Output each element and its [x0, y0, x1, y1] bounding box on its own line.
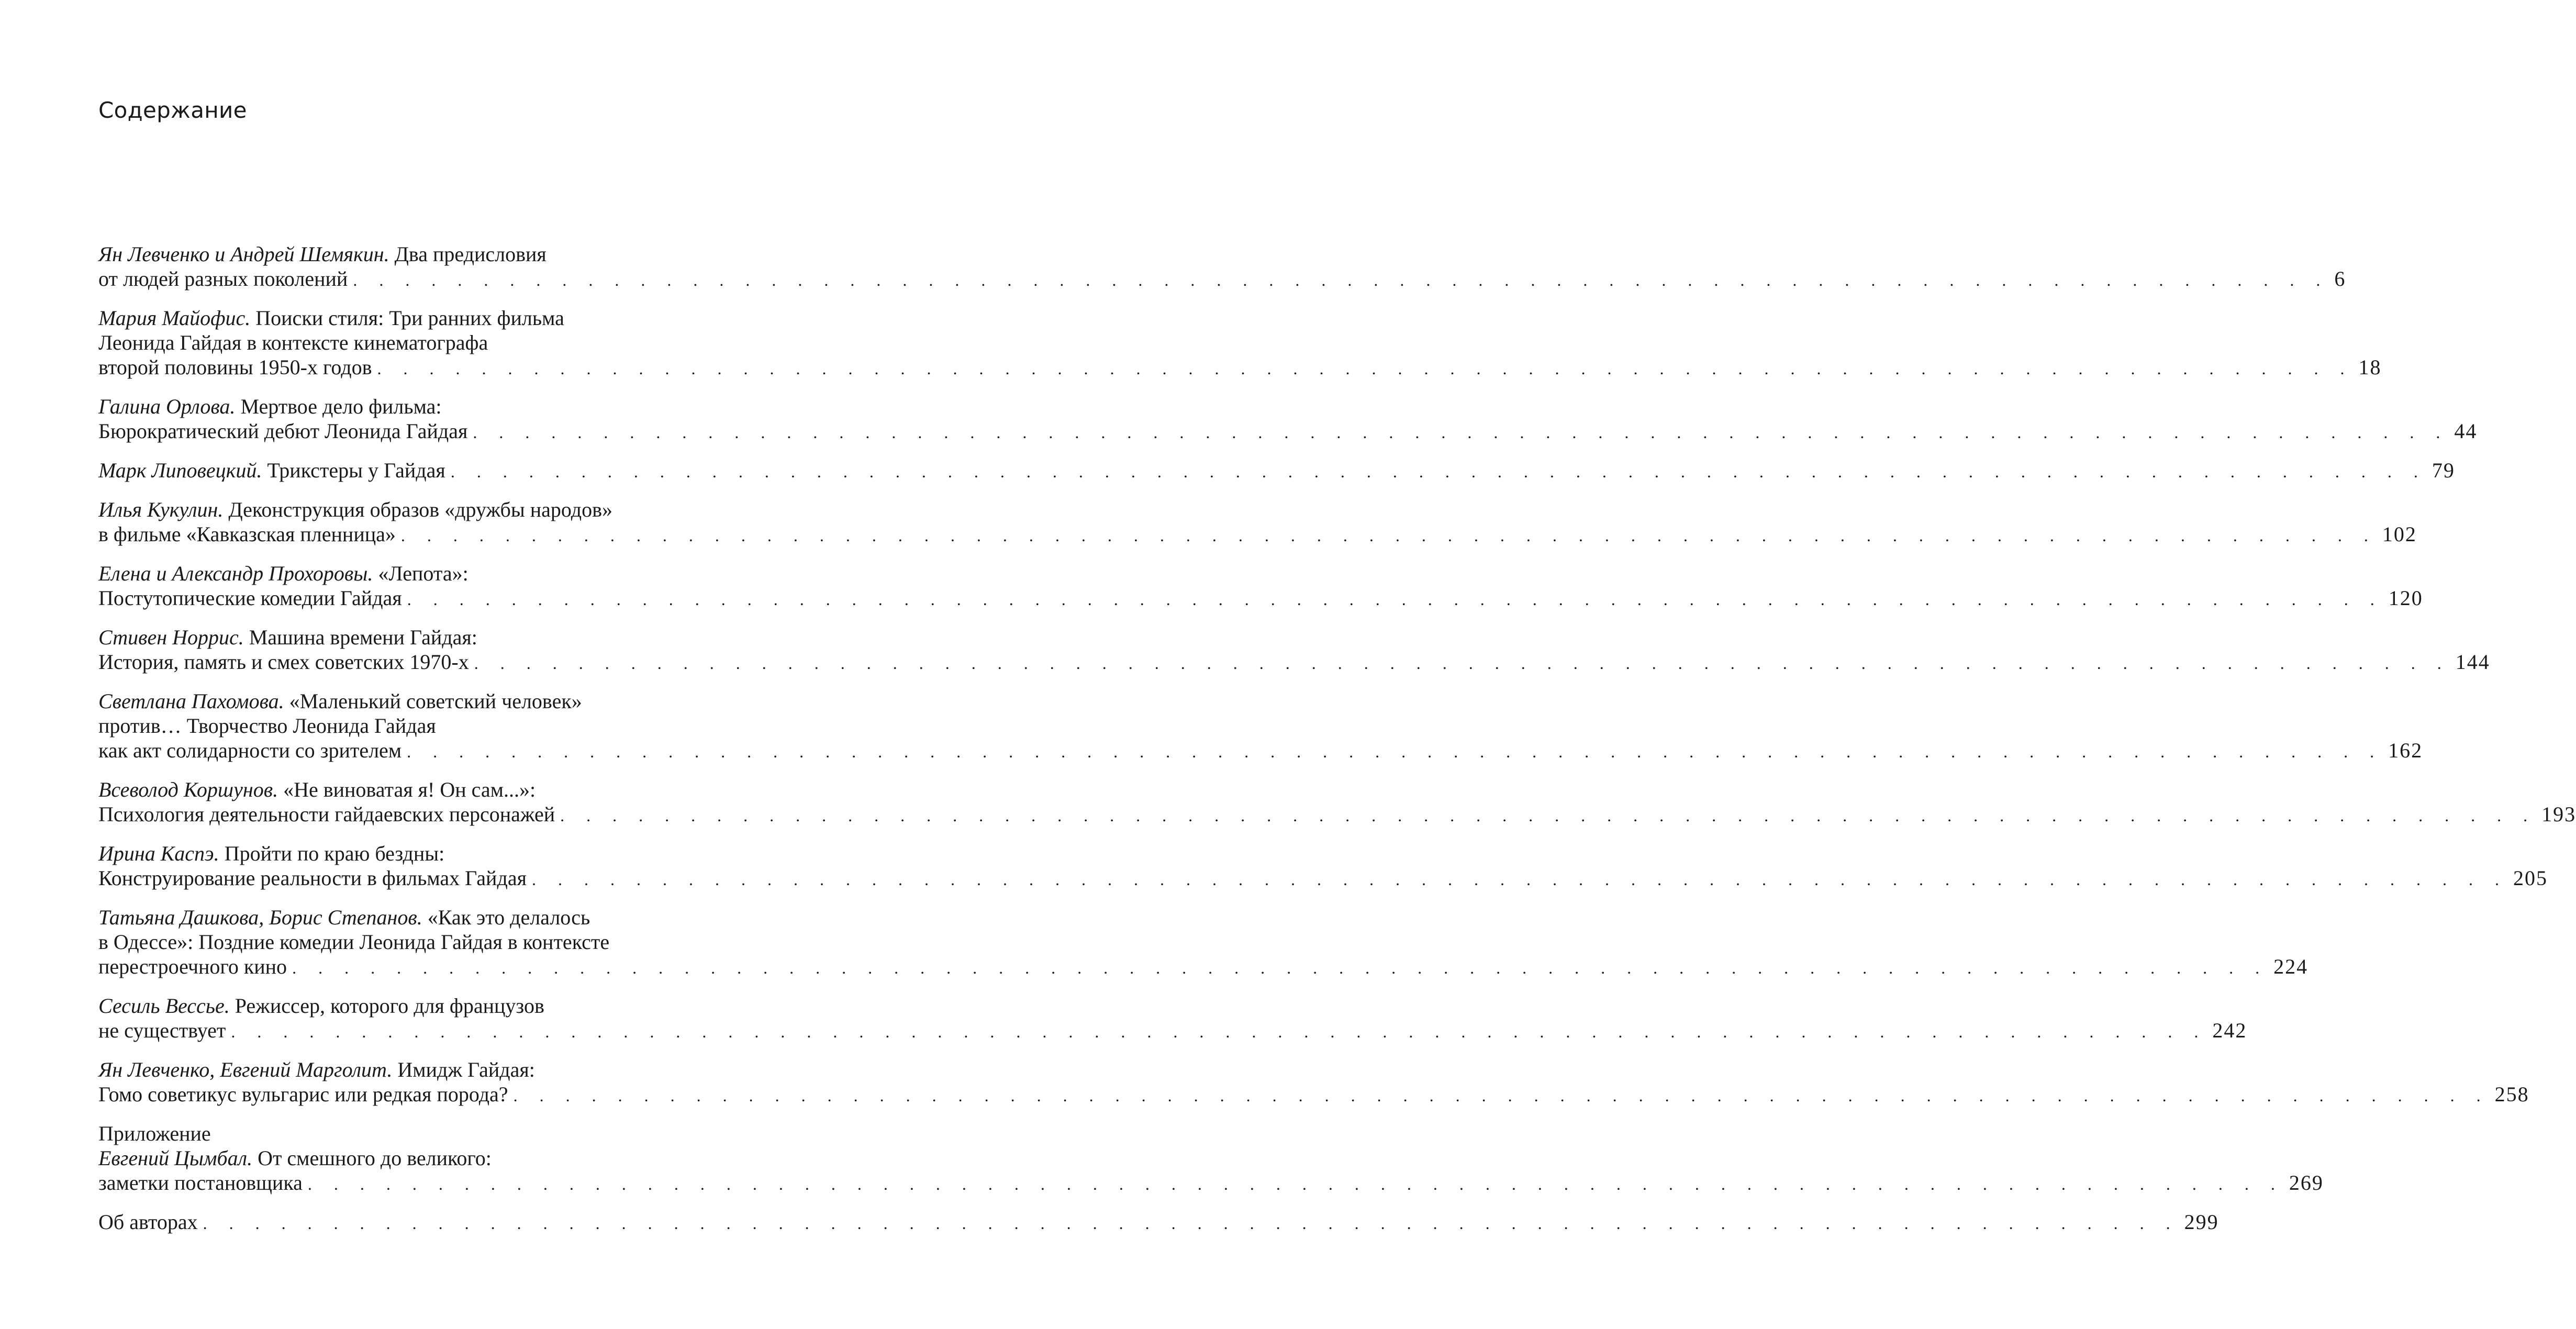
toc-entry-line: [98, 1146, 739, 1170]
toc-entry-line: [98, 802, 2576, 828]
toc-title-text: против… Творчество Леонида Гайдая: [98, 714, 436, 738]
toc-leader-dots: . . . . . . . . . . . . . . . . . . . . . . . . . . . . . . . . . . . . . . . . . . . . . . . . . . . . . . . . . . . . . . . . . . . . . . . . . . . .: [307, 1175, 2284, 1193]
toc-leader-dots: . . . . . . . . . . . . . . . . . . . . . . . . . . . . . . . . . . . . . . . . . . . . . . . . . . . . . . . . . . . . . . . . . . . . . . . . . . . .: [353, 271, 2329, 289]
toc-section-heading: Приложение: [98, 1122, 211, 1145]
toc-entry[interactable]: [98, 905, 2309, 980]
toc-author: Стивен Норрис.: [98, 626, 244, 649]
toc-title-text: в фильме «Кавказская пленница»: [98, 522, 396, 546]
toc-entry-line: [98, 866, 2548, 892]
toc-title-text: Режиссер, которого для французов: [235, 994, 544, 1018]
toc-entry-line: [98, 841, 739, 866]
toc-title-text: перестроечного кино: [98, 955, 287, 978]
toc-entry-text: [98, 1210, 198, 1234]
toc-title-text: «Маленький советский человек»: [289, 689, 582, 713]
toc-title-text: Два предисловия: [394, 242, 547, 266]
toc-entry-line: [98, 1082, 2529, 1108]
toc-entry-text: [98, 586, 402, 610]
toc-page-number: 205: [2513, 866, 2548, 890]
toc-title-text: Гомо советикус вульгарис или редкая порода?: [98, 1082, 508, 1106]
toc-title-text: заметки постановщика: [98, 1171, 303, 1194]
toc-entry[interactable]: [98, 777, 2576, 828]
toc-leader-dots: . . . . . . . . . . . . . . . . . . . . . . . . . . . . . . . . . . . . . . . . . . . . . . . . . . . . . . . . . . . . . . . . . . . . . . . . . . . .: [377, 359, 2354, 378]
toc-leader-dots: . . . . . . . . . . . . . . . . . . . . . . . . . . . . . . . . . . . . . . . . . . . . . . . . . . . . . . . . . . . . . . . . . . . . . . . . . . . .: [292, 958, 2269, 977]
toc-leader-dots: . . . . . . . . . . . . . . . . . . . . . . . . . . . . . . . . . . . . . . . . . . . . . . . . . . . . . . . . . . . . . . . . . . . . . . . . . . . .: [474, 654, 2450, 673]
toc-title-text: Трикстеры у Гайдая: [267, 459, 445, 482]
toc-author: Светлана Пахомова.: [98, 689, 284, 713]
toc-entry[interactable]: [98, 561, 2423, 612]
toc-entry-line: [98, 930, 739, 954]
toc-page-number: 242: [2212, 1019, 2247, 1042]
toc-page-number: 44: [2454, 419, 2478, 443]
toc-entry-text: [98, 802, 555, 827]
toc-page-number: 102: [2382, 522, 2417, 546]
toc-author: Всеволод Коршунов.: [98, 778, 278, 801]
toc-page-number: 79: [2432, 459, 2455, 482]
toc-leader-dots: . . . . . . . . . . . . . . . . . . . . . . . . . . . . . . . . . . . . . . . . . . . . . . . . . . . . . . . . . . . . . . . . . . . . . . . . . . . .: [407, 590, 2383, 609]
toc-author: Ян Левченко, Евгений Марголит.: [98, 1058, 393, 1081]
toc-entry-line: [98, 266, 2346, 293]
toc-author: Евгений Цымбал.: [98, 1146, 253, 1170]
toc-entry-line: [98, 625, 739, 650]
toc-entry-text: [98, 954, 287, 979]
toc-title-text: Пройти по краю бездны:: [224, 842, 445, 865]
toc-author: Ирина Каспэ.: [98, 842, 219, 865]
toc-title-text: от людей разных поколений: [98, 267, 348, 291]
toc-entry[interactable]: [98, 689, 2423, 764]
toc-title-text: От смешного до великого:: [258, 1146, 492, 1170]
toc-entry-line: [98, 777, 739, 802]
toc-page-number: 299: [2184, 1210, 2219, 1234]
toc-author: Татьяна Дашкова, Борис Степанов.: [98, 906, 422, 929]
toc-page-number: 224: [2273, 955, 2309, 978]
toc-title-text: «Лепота»:: [378, 562, 469, 585]
toc-entry[interactable]: [98, 306, 2382, 381]
toc-entry-text: [98, 355, 372, 379]
toc-title-text: не существует: [98, 1019, 226, 1042]
toc-leader-dots: . . . . . . . . . . . . . . . . . . . . . . . . . . . . . . . . . . . . . . . . . . . . . . . . . . . . . . . . . . . . . . . . . . . . . . . . . . . .: [560, 806, 2537, 825]
toc-entry[interactable]: [98, 497, 2417, 548]
toc-page-number: 162: [2388, 739, 2423, 762]
toc-entry-line: [98, 330, 739, 355]
toc-entry-line: [98, 522, 2417, 548]
toc-entry-line: [98, 1057, 739, 1082]
toc-leader-dots: . . . . . . . . . . . . . . . . . . . . . . . . . . . . . . . . . . . . . . . . . . . . . . . . . . . . . . . . . . . . . . . . . . . . . . . . . . . .: [513, 1086, 2490, 1105]
toc-entry-line: [98, 586, 2423, 612]
toc-page-number: 269: [2289, 1171, 2324, 1194]
toc-entry-text: [98, 522, 396, 546]
toc-leader-dots: . . . . . . . . . . . . . . . . . . . . . . . . . . . . . . . . . . . . . . . . . . . . . . . . . . . . . . . . . . . . . . . . . . . . . . . . . . . .: [203, 1214, 2179, 1233]
toc-entry[interactable]: [98, 458, 2455, 484]
toc-title-text: как акт солидарности со зрителем: [98, 739, 402, 762]
toc-leader-dots: . . . . . . . . . . . . . . . . . . . . . . . . . . . . . . . . . . . . . . . . . . . . . . . . . . . . . . . . . . . . . . . . . . . . . . . . . . . .: [531, 870, 2508, 889]
toc-entry-line: [98, 1170, 2324, 1197]
toc-entry-line: [98, 458, 2455, 484]
toc-entry-line: [98, 713, 739, 738]
toc-title-text: второй половины 1950-х годов: [98, 355, 372, 379]
toc-leader-dots: . . . . . . . . . . . . . . . . . . . . . . . . . . . . . . . . . . . . . . . . . . . . . . . . . . . . . . . . . . . . . . . . . . . . . . . . . . . .: [473, 423, 2449, 442]
toc-title-text: Поиски стиля: Три ранних фильма: [255, 306, 564, 330]
toc-entry-text: [98, 458, 445, 483]
toc-author: Марк Липовецкий.: [98, 459, 262, 482]
toc-page-number: 120: [2388, 586, 2423, 610]
toc-entry-line: [98, 306, 739, 330]
toc-entry-text: [98, 866, 527, 890]
toc-page-number: 144: [2455, 650, 2490, 674]
toc-entry-line: [98, 954, 2309, 980]
table-of-contents: [98, 242, 2576, 1249]
toc-entry-line: [98, 650, 2490, 676]
toc-entry-line: [98, 394, 739, 419]
toc-title-text: Бюрократический дебют Леонида Гайдая: [98, 419, 468, 443]
toc-entry-text: [98, 266, 348, 291]
toc-entry[interactable]: [98, 242, 2346, 293]
toc-title-text: Деконструкция образов «дружбы народов»: [228, 498, 613, 521]
toc-title-text: Мертвое дело фильма:: [240, 395, 442, 418]
toc-page-number: 193: [2541, 802, 2576, 826]
toc-entry[interactable]: [98, 993, 2247, 1044]
toc-title-text: Леонида Гайдая в контексте кинематографа: [98, 331, 488, 354]
toc-title-text: Постутопические комедии Гайдая: [98, 586, 402, 610]
toc-leader-dots: . . . . . . . . . . . . . . . . . . . . . . . . . . . . . . . . . . . . . . . . . . . . . . . . . . . . . . . . . . . . . . . . . . . . . . . . . . . .: [400, 526, 2377, 545]
toc-title-text: Машина времени Гайдая:: [249, 626, 477, 649]
toc-title-text: «Как это делалось: [427, 906, 590, 929]
toc-title-text: Психология деятельности гайдаевских персонажей: [98, 802, 555, 826]
toc-entry-text: [98, 419, 467, 443]
toc-entry-line: [98, 1018, 2247, 1044]
toc-leader-dots: . . . . . . . . . . . . . . . . . . . . . . . . . . . . . . . . . . . . . . . . . . . . . . . . . . . . . . . . . . . . . . . . . . . . . . . . . . . .: [231, 1022, 2207, 1041]
toc-entry-text: [98, 1018, 226, 1043]
toc-author: Галина Орлова.: [98, 395, 236, 418]
toc-leader-dots: . . . . . . . . . . . . . . . . . . . . . . . . . . . . . . . . . . . . . . . . . . . . . . . . . . . . . . . . . . . . . . . . . . . . . . . . . . . .: [450, 462, 2427, 481]
toc-entry[interactable]: [98, 1210, 2219, 1236]
toc-title-text: Об авторах: [98, 1210, 198, 1234]
toc-entry-text: [98, 1170, 303, 1195]
toc-title-text: Конструирование реальности в фильмах Гайдая: [98, 866, 527, 890]
toc-entry-line: [98, 738, 2423, 764]
toc-page-number: 258: [2494, 1082, 2529, 1106]
toc-page-number: 6: [2334, 267, 2346, 291]
toc-author: Мария Майофис.: [98, 306, 251, 330]
toc-entry[interactable]: [98, 625, 2490, 676]
page-title: Содержание: [98, 97, 247, 123]
toc-entry[interactable]: [98, 394, 2478, 445]
toc-entry[interactable]: [98, 841, 2548, 892]
toc-entry-line: [98, 561, 739, 586]
toc-entry-line: [98, 689, 739, 713]
toc-entry-line: [98, 355, 2382, 381]
toc-entry-line: [98, 242, 739, 266]
toc-entry-line: [98, 419, 2478, 445]
toc-title-text: «Не виноватая я! Он сам...»:: [283, 778, 536, 801]
toc-entry-text: [98, 650, 469, 674]
toc-author: Илья Кукулин.: [98, 498, 224, 521]
toc-entry-text: [98, 738, 402, 763]
toc-entry[interactable]: [98, 1121, 2324, 1197]
toc-entry-line: [98, 1210, 2219, 1236]
toc-author: Ян Левченко и Андрей Шемякин.: [98, 242, 389, 266]
toc-entry-line: [98, 497, 739, 522]
toc-entry-line: [98, 905, 739, 930]
toc-entry-text: [98, 1082, 508, 1107]
toc-leader-dots: . . . . . . . . . . . . . . . . . . . . . . . . . . . . . . . . . . . . . . . . . . . . . . . . . . . . . . . . . . . . . . . . . . . . . . . . . . . .: [407, 742, 2383, 761]
toc-author: Сесиль Вессье.: [98, 994, 230, 1018]
toc-title-text: История, память и смех советских 1970-х: [98, 650, 469, 674]
toc-page-number: 18: [2358, 355, 2382, 379]
toc-title-text: Имидж Гайдая:: [397, 1058, 535, 1081]
toc-author: Елена и Александр Прохоровы.: [98, 562, 373, 585]
toc-entry[interactable]: [98, 1057, 2529, 1108]
toc-title-text: в Одессе»: Поздние комедии Леонида Гайдая в контексте: [98, 930, 610, 954]
toc-entry-line: [98, 993, 739, 1018]
